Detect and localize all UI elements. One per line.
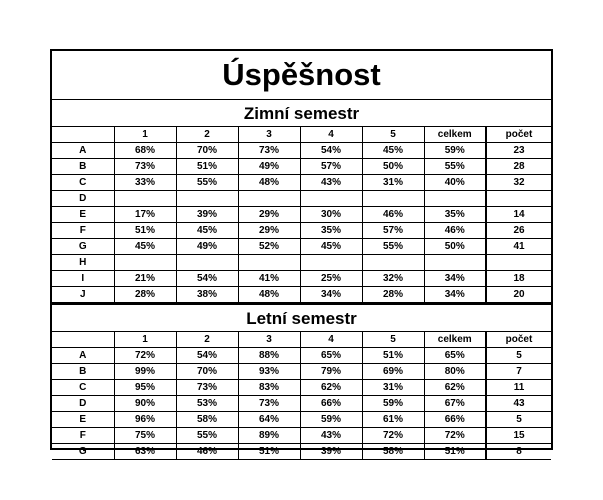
row-label: E — [52, 412, 114, 428]
percent-cell: 50% — [362, 159, 424, 175]
percent-cell: 41% — [238, 271, 300, 287]
table-row — [52, 380, 551, 396]
percent-cell: 72% — [362, 428, 424, 444]
percent-cell — [300, 255, 362, 271]
percent-cell: 45% — [176, 223, 238, 239]
column-header: počet — [486, 332, 551, 348]
count-cell — [486, 191, 551, 207]
column-header: 5 — [362, 127, 424, 143]
percent-cell: 29% — [238, 207, 300, 223]
count-cell: 5 — [486, 348, 551, 364]
percent-cell: 57% — [362, 223, 424, 239]
percent-cell: 31% — [362, 380, 424, 396]
percent-cell: 28% — [362, 287, 424, 303]
percent-cell: 57% — [300, 159, 362, 175]
column-header: počet — [486, 127, 551, 143]
percent-cell: 40% — [424, 175, 486, 191]
percent-cell: 73% — [238, 143, 300, 159]
row-label: C — [52, 175, 114, 191]
table-row — [52, 143, 551, 159]
percent-cell: 17% — [114, 207, 176, 223]
row-label: F — [52, 223, 114, 239]
percent-cell: 65% — [300, 348, 362, 364]
percent-cell: 46% — [362, 207, 424, 223]
percent-cell: 21% — [114, 271, 176, 287]
table-row — [52, 364, 551, 380]
percent-cell: 49% — [238, 159, 300, 175]
count-cell: 28 — [486, 159, 551, 175]
column-header: 1 — [114, 127, 176, 143]
row-label: H — [52, 255, 114, 271]
percent-cell — [424, 255, 486, 271]
percent-cell: 31% — [362, 175, 424, 191]
percent-cell: 83% — [238, 380, 300, 396]
percent-cell — [114, 191, 176, 207]
count-cell: 41 — [486, 239, 551, 255]
row-label: D — [52, 191, 114, 207]
percent-cell: 90% — [114, 396, 176, 412]
percent-cell: 70% — [176, 364, 238, 380]
table-row — [52, 223, 551, 239]
percent-cell: 68% — [114, 143, 176, 159]
percent-cell: 73% — [238, 396, 300, 412]
table-row — [52, 348, 551, 364]
percent-cell: 67% — [424, 396, 486, 412]
percent-cell: 35% — [424, 207, 486, 223]
percent-cell: 66% — [424, 412, 486, 428]
percent-cell — [176, 255, 238, 271]
table-row — [52, 287, 551, 303]
count-cell: 8 — [486, 444, 551, 460]
percent-cell — [238, 255, 300, 271]
percent-cell — [362, 255, 424, 271]
percent-cell: 59% — [362, 396, 424, 412]
row-label: J — [52, 287, 114, 303]
percent-cell: 49% — [176, 239, 238, 255]
percent-cell: 30% — [300, 207, 362, 223]
percent-cell: 28% — [114, 287, 176, 303]
percent-cell: 51% — [238, 444, 300, 460]
summer-semester-heading: Letní semestr — [52, 303, 551, 331]
column-header: 1 — [114, 332, 176, 348]
winter-header-row — [52, 127, 551, 143]
percent-cell: 72% — [114, 348, 176, 364]
percent-cell: 58% — [362, 444, 424, 460]
column-header: 5 — [362, 332, 424, 348]
corner-cell — [52, 332, 114, 348]
count-cell: 26 — [486, 223, 551, 239]
percent-cell: 46% — [176, 444, 238, 460]
percent-cell: 52% — [238, 239, 300, 255]
percent-cell: 95% — [114, 380, 176, 396]
table-row — [52, 255, 551, 271]
percent-cell — [300, 191, 362, 207]
percent-cell: 45% — [300, 239, 362, 255]
summer-body — [52, 348, 551, 460]
percent-cell: 34% — [424, 287, 486, 303]
column-header: 4 — [300, 332, 362, 348]
column-header: celkem — [424, 127, 486, 143]
percent-cell: 51% — [114, 223, 176, 239]
success-sheet — [50, 49, 553, 457]
percent-cell: 63% — [114, 444, 176, 460]
table-row — [52, 271, 551, 287]
percent-cell: 45% — [362, 143, 424, 159]
winter-table — [52, 126, 551, 303]
percent-cell: 29% — [238, 223, 300, 239]
corner-cell — [52, 127, 114, 143]
percent-cell: 89% — [238, 428, 300, 444]
percent-cell: 54% — [176, 348, 238, 364]
table-row — [52, 428, 551, 444]
table-row — [52, 207, 551, 223]
percent-cell — [176, 191, 238, 207]
percent-cell: 33% — [114, 175, 176, 191]
count-cell: 18 — [486, 271, 551, 287]
percent-cell: 58% — [176, 412, 238, 428]
percent-cell: 62% — [424, 380, 486, 396]
percent-cell: 73% — [114, 159, 176, 175]
percent-cell: 55% — [424, 159, 486, 175]
percent-cell: 48% — [238, 175, 300, 191]
table-row — [52, 444, 551, 460]
row-label: E — [52, 207, 114, 223]
percent-cell: 51% — [424, 444, 486, 460]
percent-cell: 43% — [300, 428, 362, 444]
count-cell: 15 — [486, 428, 551, 444]
percent-cell: 50% — [424, 239, 486, 255]
table-row — [52, 175, 551, 191]
percent-cell: 59% — [300, 412, 362, 428]
percent-cell: 79% — [300, 364, 362, 380]
percent-cell: 65% — [424, 348, 486, 364]
percent-cell: 53% — [176, 396, 238, 412]
count-cell: 43 — [486, 396, 551, 412]
percent-cell: 38% — [176, 287, 238, 303]
percent-cell: 70% — [176, 143, 238, 159]
count-cell: 32 — [486, 175, 551, 191]
table-row — [52, 191, 551, 207]
percent-cell: 39% — [300, 444, 362, 460]
percent-cell: 35% — [300, 223, 362, 239]
percent-cell: 43% — [300, 175, 362, 191]
percent-cell: 61% — [362, 412, 424, 428]
count-cell: 20 — [486, 287, 551, 303]
percent-cell: 34% — [424, 271, 486, 287]
percent-cell: 54% — [300, 143, 362, 159]
summer-table — [52, 331, 551, 460]
percent-cell: 59% — [424, 143, 486, 159]
percent-cell — [362, 191, 424, 207]
count-cell: 14 — [486, 207, 551, 223]
count-cell: 11 — [486, 380, 551, 396]
percent-cell: 80% — [424, 364, 486, 380]
count-cell: 23 — [486, 143, 551, 159]
percent-cell: 69% — [362, 364, 424, 380]
percent-cell: 32% — [362, 271, 424, 287]
column-header: 2 — [176, 332, 238, 348]
percent-cell: 93% — [238, 364, 300, 380]
percent-cell: 51% — [176, 159, 238, 175]
row-label: A — [52, 143, 114, 159]
row-label: B — [52, 364, 114, 380]
row-label: G — [52, 444, 114, 460]
percent-cell: 55% — [176, 428, 238, 444]
winter-body — [52, 143, 551, 303]
row-label: A — [52, 348, 114, 364]
count-cell: 5 — [486, 412, 551, 428]
percent-cell — [114, 255, 176, 271]
row-label: I — [52, 271, 114, 287]
column-header: 2 — [176, 127, 238, 143]
percent-cell: 39% — [176, 207, 238, 223]
row-label: G — [52, 239, 114, 255]
percent-cell: 96% — [114, 412, 176, 428]
row-label: F — [52, 428, 114, 444]
percent-cell: 99% — [114, 364, 176, 380]
table-row — [52, 396, 551, 412]
percent-cell: 54% — [176, 271, 238, 287]
percent-cell: 48% — [238, 287, 300, 303]
percent-cell: 45% — [114, 239, 176, 255]
count-cell — [486, 255, 551, 271]
table-row — [52, 159, 551, 175]
percent-cell: 66% — [300, 396, 362, 412]
percent-cell — [424, 191, 486, 207]
row-label: B — [52, 159, 114, 175]
row-label: C — [52, 380, 114, 396]
percent-cell: 51% — [362, 348, 424, 364]
percent-cell: 34% — [300, 287, 362, 303]
percent-cell: 62% — [300, 380, 362, 396]
table-row — [52, 412, 551, 428]
percent-cell: 25% — [300, 271, 362, 287]
percent-cell — [238, 191, 300, 207]
row-label: D — [52, 396, 114, 412]
column-header: celkem — [424, 332, 486, 348]
percent-cell: 55% — [362, 239, 424, 255]
percent-cell: 55% — [176, 175, 238, 191]
winter-semester-heading: Zimní semestr — [243, 104, 360, 123]
column-header: 4 — [300, 127, 362, 143]
page-title: Úspěšnost — [52, 51, 551, 100]
percent-cell: 72% — [424, 428, 486, 444]
percent-cell: 88% — [238, 348, 300, 364]
column-header: 3 — [238, 127, 300, 143]
column-header: 3 — [238, 332, 300, 348]
percent-cell: 75% — [114, 428, 176, 444]
percent-cell: 64% — [238, 412, 300, 428]
percent-cell: 73% — [176, 380, 238, 396]
table-row — [52, 239, 551, 255]
summer-header-row — [52, 332, 551, 348]
count-cell: 7 — [486, 364, 551, 380]
percent-cell: 46% — [424, 223, 486, 239]
